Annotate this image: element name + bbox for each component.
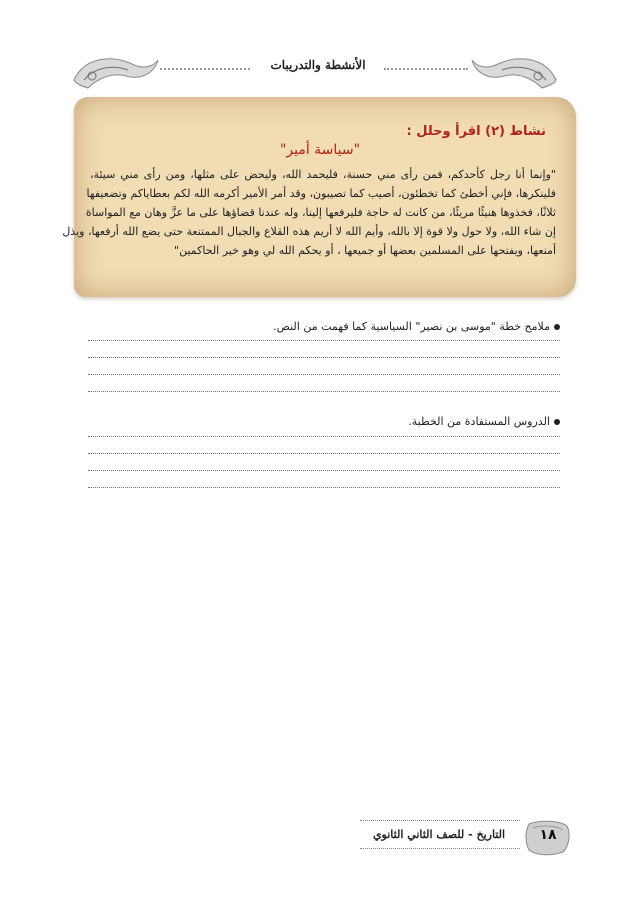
speech-text-line: ثلاثًا، فخذوها هنيئًا مريئًا، من كانت له حاجة فليرفعها إلينا، وله عندنا قضاؤها على ما عزَّ وهان مع المواساة	[85, 206, 556, 219]
bullet-icon	[554, 324, 560, 330]
answer-line[interactable]	[88, 391, 560, 392]
activity-title: نشاط (٢) اقرأ وحلل :	[406, 124, 546, 139]
answer-line[interactable]	[88, 487, 560, 488]
speech-text-line: فلينكرها، فإني أخطئ كما تخطئون، أصيب كما تصيبون، وقد أمر الأمير أكرمه الله لكم بعطاياكم وتضعيفها	[86, 187, 556, 200]
question-1	[90, 320, 560, 333]
answer-line[interactable]	[88, 374, 560, 375]
footer-dotted-line-bottom	[360, 848, 520, 849]
footer-book-title: التاريخ - للصف الثاني الثانوي	[372, 828, 506, 841]
answer-line[interactable]	[88, 340, 560, 341]
speech-text-line: إن شاء الله، ولا حول ولا قوة إلا بالله، وأيم الله لا أريم هذه القلاع والجبال الممتنعة حتى يضع الله أرفعها، ويذل	[62, 225, 556, 238]
header-ornament-right-icon	[470, 50, 560, 92]
answer-line[interactable]	[88, 436, 560, 437]
page-header-title: الأنشطة والتدريبات	[270, 58, 366, 72]
header-ornament-left-icon	[70, 50, 160, 92]
header-dotted-line-left	[160, 68, 250, 70]
answer-line[interactable]	[88, 470, 560, 471]
answer-line[interactable]	[88, 357, 560, 358]
page-number: ١٨	[539, 827, 557, 843]
question-1-text: ملامح خطة "موسى بن نصير" السياسية كما فهمت من النص.	[273, 320, 550, 333]
speech-title: "سياسة أمير"	[279, 142, 361, 158]
question-2	[90, 415, 560, 428]
bullet-icon	[554, 419, 560, 425]
footer-dotted-line-top	[360, 820, 520, 821]
header-dotted-line-right	[384, 68, 468, 70]
answer-line[interactable]	[88, 453, 560, 454]
question-2-text: الدروس المستفادة من الخطبة.	[408, 415, 550, 428]
speech-text-line: أمنعها، ويفتحها على المسلمين بعضها أو جميعها ، أو يحكم الله لي وهو خير الحاكمين"	[174, 244, 556, 257]
speech-text-line: "وإنما أنا رجل كأحدكم، فمن رأى مني حسنة، فليحمد الله، وليحض على مثلها، ومن رأى مني سيئة،	[90, 168, 556, 181]
